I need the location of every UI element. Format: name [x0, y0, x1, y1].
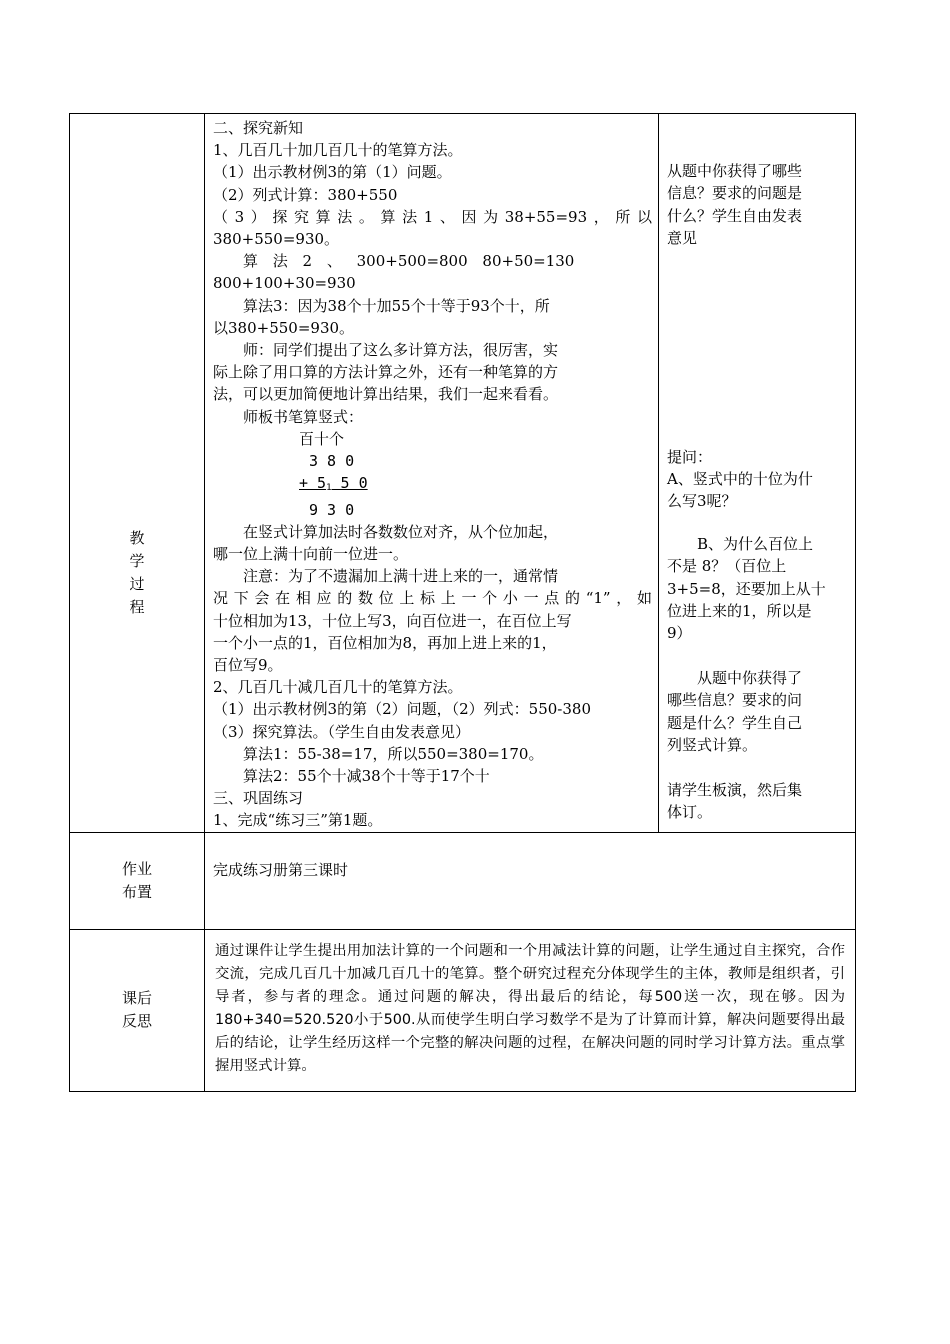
- vertical-addition: [213, 428, 652, 521]
- note-line: 请学生板演，然后集: [667, 780, 803, 799]
- place-value-header: 百十个: [299, 429, 345, 448]
- text-line: 法，可以更加简便地计算出结果，我们一起来看看。: [213, 385, 559, 404]
- homework-content: 完成练习册第三课时: [205, 832, 856, 929]
- homework-row: [70, 832, 856, 929]
- text-line: 1、完成“练习三”第1题。: [213, 811, 383, 830]
- note-block: [667, 757, 849, 824]
- addend-bottom: [299, 472, 652, 499]
- note-block: [667, 513, 849, 645]
- homework-label-line: 作业: [121, 859, 152, 878]
- note-block: [667, 114, 849, 250]
- reflection-label-line: 课后: [121, 989, 152, 1008]
- text-line: （3）探究算法。（学生自由发表意见）: [213, 722, 471, 741]
- teacher-notes: [659, 114, 856, 833]
- note-line: B、为什么百位上: [697, 534, 814, 553]
- text-line: 380+550=930。: [213, 230, 340, 249]
- text-line: 算法3：因为38个十加55个十等于93个十，所: [243, 296, 550, 315]
- note-line: 9）: [667, 624, 692, 643]
- reflection-label-line: 反思: [121, 1012, 152, 1031]
- note-line: 列竖式计算。: [667, 736, 758, 755]
- subsection-heading: 2、几百几十减几百几十的笔算方法。: [213, 678, 463, 697]
- note-line: 意见: [667, 229, 698, 248]
- text-line: （2）列式计算：380+550: [213, 185, 398, 204]
- note-line: 位进上来的1，所以是: [667, 602, 812, 621]
- note-block: [667, 645, 849, 757]
- section-heading: 三、巩固练习: [213, 789, 304, 808]
- note-line: 从题中你获得了哪些: [667, 162, 803, 180]
- text-line: （3）探究算法。算法1、因为38+55=93，所以: [213, 207, 652, 226]
- text-line: 一个小一点的1，百位相加为8，再加上进上来的1，: [213, 633, 557, 652]
- note-line: 什么？学生自由发表: [667, 206, 803, 225]
- text-line: 况下会在相应的数位上标上一个小一点的“1”，如: [213, 589, 652, 608]
- note-line: 从题中你获得了: [697, 668, 803, 687]
- text-line: 在竖式计算加法时各数数位对齐，从个位加起，: [243, 522, 559, 541]
- text-line: 百位写9。: [213, 656, 283, 675]
- note-line: 体订。: [667, 802, 713, 821]
- reflection-row: [70, 929, 856, 1091]
- process-label: [70, 114, 205, 833]
- text-line: 算法1：55-38=17，所以550=380=170。: [243, 744, 544, 763]
- text-line: 算法2：55个十减38个十等于17个十: [243, 767, 490, 786]
- carry-mark: 1: [326, 482, 332, 493]
- homework-label-line: 布置: [121, 882, 152, 901]
- process-label-char: 程: [129, 597, 145, 616]
- note-line: 信息？要求的问题是: [667, 184, 803, 203]
- note-line: 不是 8？（百位上: [667, 557, 787, 576]
- text-line: 哪一位上满十向前一位进一。: [213, 545, 409, 564]
- sum-result: 9 3 0: [309, 500, 355, 519]
- reflection-content: 通过课件让学生提出用加法计算的一个问题和一个用减法计算的问题，让学生通过自主探究，合作交流，完成几百几十加减几百几十的笔算。整个研究过程充分体现学生的主体，教师是组织者，引导者，参与者的理念。通过问题的解决，得出最后的结论，每500送一次，现在够。因为180+340=520.520小于500.从而使学生明白学习数学不是为了计算而计算，解决问题要得出最后的结论，让学生经历这样一个完整的解决问题的过程，在解决问题的同时学习计算方法。重点掌握用竖式计算。: [205, 929, 856, 1091]
- text-line: 师板书笔算竖式：: [243, 407, 364, 426]
- addend-bottom-a: + 5: [299, 473, 327, 492]
- section-heading: 二、探究新知: [213, 119, 304, 137]
- note-block: [667, 250, 849, 513]
- homework-label: [70, 832, 205, 929]
- note-line: 么写3呢？: [667, 492, 737, 511]
- process-label-char: 过: [129, 574, 145, 593]
- note-line: 哪些信息？要求的问: [667, 691, 803, 710]
- addend-top: 3 8 0: [309, 451, 355, 470]
- text-line: （1）出示教材例3的第（1）问题。: [213, 163, 452, 182]
- process-label-char: 教: [129, 528, 145, 547]
- note-line: 3+5=8，还要加上从十: [667, 579, 826, 598]
- process-row: [70, 114, 856, 833]
- text-line: 算 法 2 、 300+500=800 80+50=130: [243, 252, 575, 271]
- process-content: [205, 114, 659, 833]
- text-line: 注意：为了不遗漏加上满十进上来的一，通常情: [243, 567, 559, 586]
- text-line: 际上除了用口算的方法计算之外，还有一种笔算的方: [213, 363, 559, 382]
- note-line: A、竖式中的十位为什: [667, 470, 813, 489]
- subsection-heading: 1、几百几十加几百几十的笔算方法。: [213, 141, 463, 160]
- text-line: （1）出示教材例3的第（2）问题，（2）列式：550-380: [213, 700, 592, 719]
- text-line: 以380+550=930。: [213, 318, 355, 337]
- process-label-char: 学: [129, 551, 145, 570]
- lesson-plan-table: [69, 113, 856, 1092]
- text-line: 十位相加为13，十位上写3，向百位进一，在百位上写: [213, 611, 572, 630]
- text-line: 师：同学们提出了这么多计算方法，很厉害，实: [243, 341, 559, 360]
- addend-bottom-b: 5 0: [331, 473, 368, 492]
- reflection-label: [70, 929, 205, 1091]
- note-line: 题是什么？学生自己: [667, 713, 803, 732]
- note-line: 提问：: [667, 447, 713, 466]
- text-line: 800+100+30=930: [213, 274, 356, 293]
